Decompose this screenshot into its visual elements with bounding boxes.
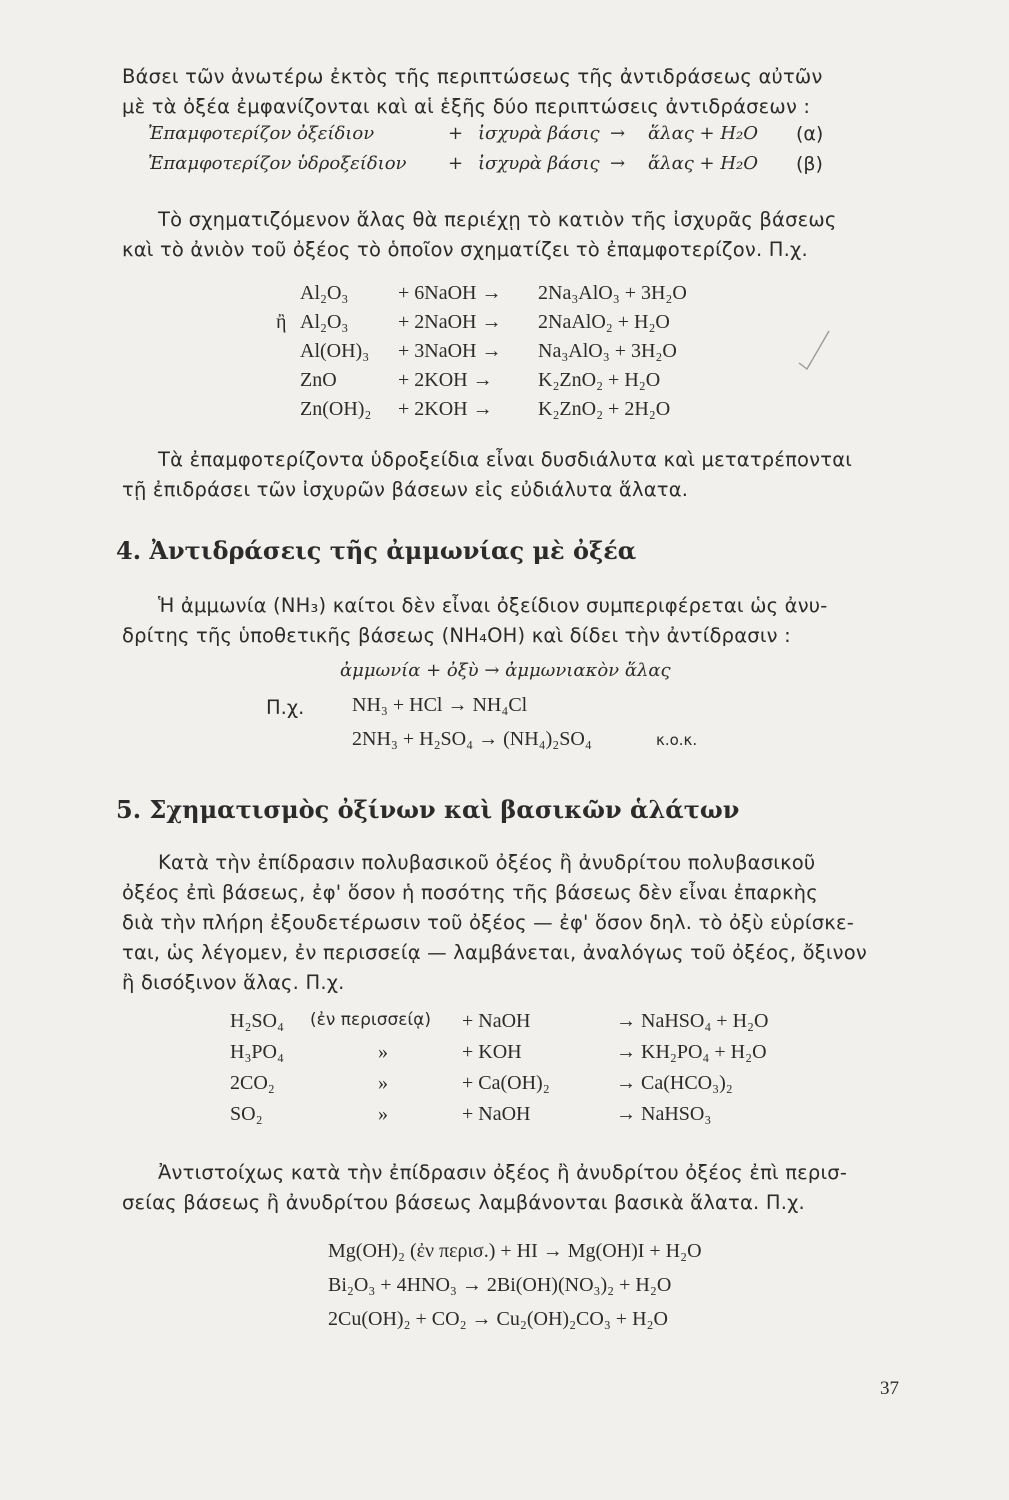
ammonia-equation-2: 2NH₃ + H₂SO₄ → (NH₄)₂SO₄ [352, 728, 592, 750]
ammonia-general-equation: ἀμμωνία + ὀξὺ → ἀμμωνιακὸν ἅλας [340, 660, 671, 681]
ammonia-etc: κ.ο.κ. [656, 731, 698, 749]
equation-row [260, 398, 820, 426]
eq-reactant: Al(OH)₃ [300, 340, 370, 362]
salt-line-2: καὶ τὸ ἀνιὸν τοῦ ὀξέος τὸ ὁποῖον σχηματίζει τὸ ἐπαμφοτερίζον. Π.χ. [122, 238, 808, 261]
acid-salt-line: ἢ δισόξινον ἅλας. Π.χ. [122, 971, 345, 994]
eq-acid: H₃PO₄ [230, 1041, 284, 1063]
case-product: ἅλας + H₂O [648, 153, 758, 174]
eq-base: + Ca(OH)₂ [462, 1072, 550, 1094]
case-plus: + [448, 153, 464, 174]
acid-salt-line: Κατὰ τὴν ἐπίδρασιν πολυβασικοῦ ὀξέος ἢ ἀνυδρίτου πολυβασικοῦ [158, 851, 816, 874]
pencil-check-mark [795, 325, 835, 375]
eq-base: + NaOH [462, 1103, 531, 1125]
eq-reagent: + 2KOH → [398, 398, 493, 420]
eq-acid: 2CO₂ [230, 1072, 275, 1094]
eq-reagent: + 2KOH → [398, 369, 493, 391]
case-row [148, 153, 928, 181]
eq-prefix: ἢ [276, 311, 287, 333]
case-tag: (β) [796, 153, 823, 175]
eq-reactant: Al₂O₃ [300, 311, 349, 333]
case-lhs: Ἐπαμφοτερίζον ὀξείδιον [148, 123, 375, 144]
basic-salt-equation: Mg(OH)₂ (ἐν περισ.) + HI → Mg(OH)I + H₂O [328, 1240, 702, 1262]
page-number: 37 [880, 1378, 899, 1399]
basic-salt-line-2: σείας βάσεως ἢ ἀνυδρίτου βάσεως λαμβάνονται βασικὰ ἅλατα. Π.χ. [122, 1191, 805, 1214]
eq-products: K₂ZnO₂ + 2H₂O [538, 398, 671, 420]
eq-note: » [378, 1103, 388, 1125]
hydroxide-paragraph [122, 445, 912, 505]
amphoteric-examples [260, 282, 820, 432]
ammonia-paragraph [122, 591, 912, 651]
acid-salt-paragraph [122, 848, 912, 998]
eq-reagent: + 2NaOH → [398, 311, 502, 333]
eq-products: K₂ZnO₂ + H₂O [538, 369, 661, 391]
equation-row [230, 1103, 830, 1131]
intro-paragraph [122, 62, 912, 122]
hydroxide-line-1: Τὰ ἐπαμφοτερίζοντα ὑδροξείδια εἶναι δυσδιάλυτα καὶ μετατρέπονται [158, 448, 853, 471]
eq-products: → NaHSO₄ + H₂O [616, 1010, 769, 1032]
eq-reagent: + 6NaOH → [398, 282, 502, 304]
salt-paragraph [122, 205, 912, 265]
case-row [148, 123, 928, 151]
case-plus: + [448, 123, 464, 144]
ammonia-px-label: Π.χ. [266, 696, 305, 719]
intro-line-2: μὲ τὰ ὀξέα ἐμφανίζονται καὶ αἱ ἑξῆς δύο περιπτώσεις ἀντιδράσεων : [122, 95, 811, 118]
case-product: ἅλας + H₂O [648, 123, 758, 144]
eq-reactant: Al₂O₃ [300, 282, 349, 304]
salt-line-1: Τὸ σχηματιζόμενον ἅλας θὰ περιέχῃ τὸ κατιὸν τῆς ἰσχυρᾶς βάσεως [158, 208, 837, 231]
hydroxide-line-2: τῇ ἐπιδράσει τῶν ἰσχυρῶν βάσεων εἰς εὐδιάλυτα ἅλατα. [122, 478, 689, 501]
equation-row [230, 1010, 830, 1038]
case-lhs: Ἐπαμφοτερίζον ὑδροξείδιον [148, 153, 407, 174]
ammonia-equation-1: NH₃ + HCl → NH₄Cl [352, 694, 528, 716]
case-base: ἰσχυρὰ βάσις [478, 123, 600, 144]
case-arrow: → [610, 123, 626, 144]
eq-products: 2Na₃AlO₃ + 3H₂O [538, 282, 687, 304]
case-base: ἰσχυρὰ βάσις [478, 153, 600, 174]
section-4-heading: 4. Ἀντιδράσεις τῆς ἀμμωνίας μὲ ὀξέα [116, 536, 637, 565]
section-5-heading: 5. Σχηματισμὸς ὀξίνων καὶ βασικῶν ἁλάτων [116, 795, 740, 824]
eq-acid: SO₂ [230, 1103, 263, 1125]
equation-row [230, 1072, 830, 1100]
acid-salt-line: διὰ τὴν πλήρη ἐξουδετέρωσιν τοῦ ὀξέος — ἐφ' ὅσον δηλ. τὸ ὀξὺ εὑρίσκε- [122, 911, 854, 934]
equation-row [260, 340, 820, 368]
basic-salt-paragraph [122, 1158, 912, 1218]
equation-row [260, 311, 820, 339]
basic-salt-equation: 2Cu(OH)₂ + CO₂ → Cu₂(OH)₂CO₃ + H₂O [328, 1308, 668, 1330]
eq-base: + NaOH [462, 1010, 531, 1032]
eq-reagent: + 3NaOH → [398, 340, 502, 362]
intro-line-1: Βάσει τῶν ἀνωτέρω ἐκτὸς τῆς περιπτώσεως τῆς ἀντιδράσεως αὐτῶν [122, 65, 823, 88]
basic-salt-line-1: Ἀντιστοίχως κατὰ τὴν ἐπίδρασιν ὀξέος ἢ ἀνυδρίτου ὀξέος ἐπὶ περισ- [158, 1161, 848, 1184]
eq-note: (ἐν περισσείᾳ) [310, 1010, 432, 1030]
basic-salt-equation: Bi₂O₃ + 4HNO₃ → 2Bi(OH)(NO₃)₂ + H₂O [328, 1274, 672, 1296]
acid-salt-line: ὀξέος ἐπὶ βάσεως, ἐφ' ὅσον ἡ ποσότης τῆς βάσεως δὲν εἶναι ἐπαρκὴς [122, 881, 818, 904]
equation-row [260, 369, 820, 397]
acid-salt-line: ται, ὡς λέγομεν, ἐν περισσείᾳ — λαμβάνεται, ἀναλόγως τοῦ ὀξέος, ὄξινον [122, 941, 867, 964]
equation-row [260, 282, 820, 310]
case-arrow: → [610, 153, 626, 174]
ammonia-line-1: Ἡ ἀμμωνία (NH₃) καίτοι δὲν εἶναι ὀξείδιον συμπεριφέρεται ὡς ἀνυ- [158, 594, 828, 617]
eq-products: → Ca(HCO₃)₂ [616, 1072, 733, 1094]
eq-products: → NaHSO₃ [616, 1103, 712, 1125]
eq-products: Na₃AlO₃ + 3H₂O [538, 340, 677, 362]
eq-products: → KH₂PO₄ + H₂O [616, 1041, 767, 1063]
ammonia-line-2: δρίτης τῆς ὑποθετικῆς βάσεως (NH₄OH) καὶ δίδει τὴν ἀντίδρασιν : [122, 624, 791, 647]
case-tag: (α) [796, 123, 824, 145]
eq-products: 2NaAlO₂ + H₂O [538, 311, 670, 333]
eq-note: » [378, 1072, 388, 1094]
eq-reactant: ZnO [300, 369, 337, 391]
equation-row [230, 1041, 830, 1069]
acid-salt-examples [230, 1010, 830, 1140]
eq-reactant: Zn(OH)₂ [300, 398, 372, 420]
eq-note: » [378, 1041, 388, 1063]
eq-base: + KOH [462, 1041, 522, 1063]
eq-acid: H₂SO₄ [230, 1010, 284, 1032]
